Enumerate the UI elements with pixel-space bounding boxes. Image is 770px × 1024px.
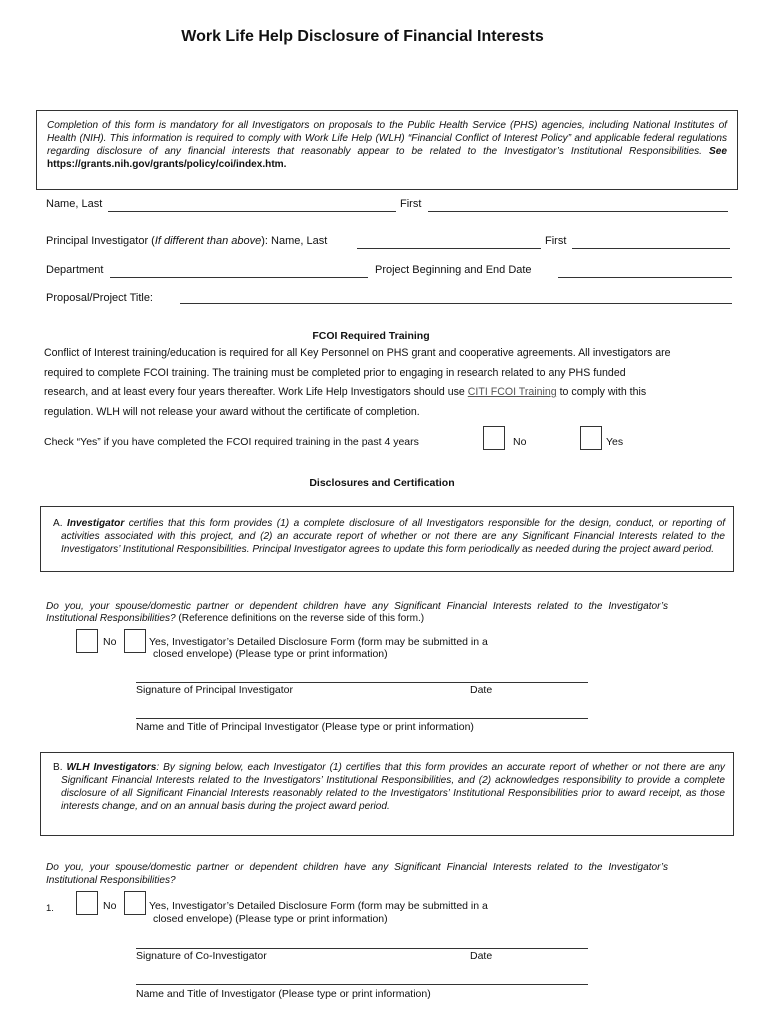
question-b: Do you, your spouse/domestic partner or dependent children have any Significant Financial Interests related to the Investigator’s Institutional Responsibilities?: [46, 862, 668, 886]
question-b-yes-label: Yes, Investigator’s Detailed Disclosure Form (form may be submitted in a closed envelope) (Please type or print information): [149, 900, 488, 925]
question-a-yes-checkbox[interactable]: [124, 629, 146, 653]
intro-box: [36, 110, 738, 190]
coi-date-label: Date: [470, 950, 493, 962]
department-label: Department: [46, 264, 104, 276]
pi-label: Principal Investigator (If different than above): Name, Last: [46, 235, 328, 247]
fcoi-no-label: No: [513, 436, 527, 448]
pi-date-label: Date: [470, 684, 493, 696]
citi-fcoi-training-link[interactable]: CITI FCOI Training: [467, 386, 557, 398]
coi-signature-line[interactable]: [136, 948, 588, 949]
section-b-text: B. WLH Investigators: By signing below, each Investigator (1) certifies that this form provides an accurate report of whether or not there are any Significant Financial Interests related to the Investigators’ Institutional Responsibilities, and (2) acknowledges responsibility to provide a complete disclosure of all Significant Financial Interests reasonably related to the Investigators’ Institutional Responsibilities prior to award receipt, as those interests change, and on an annual basis during the project award period.: [53, 762, 725, 812]
pi-signature-label: Signature of Principal Investigator: [136, 684, 294, 696]
proposal-title-field[interactable]: [180, 290, 732, 304]
question-a-no-label: No: [103, 636, 117, 648]
section-b-box: [40, 752, 734, 836]
investigator-name-title-label: Name and Title of Investigator (Please type or print information): [136, 988, 431, 1000]
pi-first-name-field[interactable]: [572, 235, 730, 249]
project-dates-label: Project Beginning and End Date: [375, 264, 532, 276]
first-name-label: First: [400, 198, 422, 210]
project-dates-field[interactable]: [558, 264, 732, 278]
intro-text: Completion of this form is mandatory for all Investigators on proposals to the Public Health Service (PHS) agencies, including National Institutes of Health (NIH). This information is required to comply with Work Life Help (WLH) “Financial Conflict of Interest Policy” and applicable federal regulations regarding disclosure of any financial interests that reasonably appear to be related to the Investigator’s Institutional Responsibilities. See https://grants.nih.gov/grants/policy/coi/index.htm.: [47, 120, 728, 170]
pi-signature-line[interactable]: [136, 682, 588, 683]
page-title: Work Life Help Disclosure of Financial Interests: [181, 28, 544, 45]
pi-last-name-field[interactable]: [357, 235, 541, 249]
question-b-no-label: No: [103, 900, 117, 912]
section-a-box: [40, 506, 734, 572]
fcoi-check-label: Check “Yes” if you have completed the FCOI required training in the past 4 years: [44, 436, 419, 448]
name-last-label: Name, Last: [46, 198, 103, 210]
department-field[interactable]: [110, 264, 368, 278]
first-name-field[interactable]: [428, 198, 728, 212]
question-a-no-checkbox[interactable]: [76, 629, 98, 653]
section-a-text: A. Investigator certifies that this form provides (1) a complete disclosure of all Investigators responsible for the design, conduct, or reporting of activities associated with this project, and (2) an accurate report of whether or not there are any Significant Financial Interests related to the Investigators’ Institutional Responsibilities. Principal Investigator agrees to update this form periodically as needed during the project award period.: [53, 518, 725, 555]
proposal-title-label: Proposal/Project Title:: [46, 292, 153, 304]
fcoi-heading: FCOI Required Training: [312, 330, 430, 342]
fcoi-paragraph: Conflict of Interest training/education is required for all Key Personnel on PHS grant and cooperative agreements. All investigators are required to complete FCOI training. The training must be completed prior to engaging in research related to any PHS funded research, and at least every four years thereafter. Work Life Help Investigators should use CITI FCOI Training to comply with this regulation. WLH will not release your award without the certificate of completion.: [44, 347, 671, 418]
pi-name-title-label: Name and Title of Principal Investigator (Please type or print information): [136, 721, 474, 733]
fcoi-no-checkbox[interactable]: [483, 426, 505, 450]
coi-signature-label: Signature of Co-Investigator: [136, 950, 267, 962]
fcoi-yes-label: Yes: [606, 436, 624, 448]
question-b-no-checkbox[interactable]: [76, 891, 98, 915]
policy-url[interactable]: https://grants.nih.gov/grants/policy/coi/index.htm.: [47, 159, 287, 170]
question-b-number: 1.: [46, 903, 54, 914]
pi-name-title-line[interactable]: [136, 718, 588, 719]
investigator-name-title-line[interactable]: [136, 984, 588, 985]
question-a-yes-label: Yes, Investigator’s Detailed Disclosure Form (form may be submitted in a closed envelope) (Please type or print information): [149, 636, 488, 660]
question-a: Do you, your spouse/domestic partner or dependent children have any Significant Financial Interests related to the Investigator’s Institutional Responsibilities? (Reference definitions on the reverse side of this form.): [46, 601, 668, 624]
disclosures-heading: Disclosures and Certification: [309, 477, 455, 489]
fcoi-yes-checkbox[interactable]: [580, 426, 602, 450]
name-last-field[interactable]: [108, 198, 396, 212]
question-b-yes-checkbox[interactable]: [124, 891, 146, 915]
pi-first-label: First: [545, 235, 567, 247]
see-label: See: [709, 146, 728, 157]
